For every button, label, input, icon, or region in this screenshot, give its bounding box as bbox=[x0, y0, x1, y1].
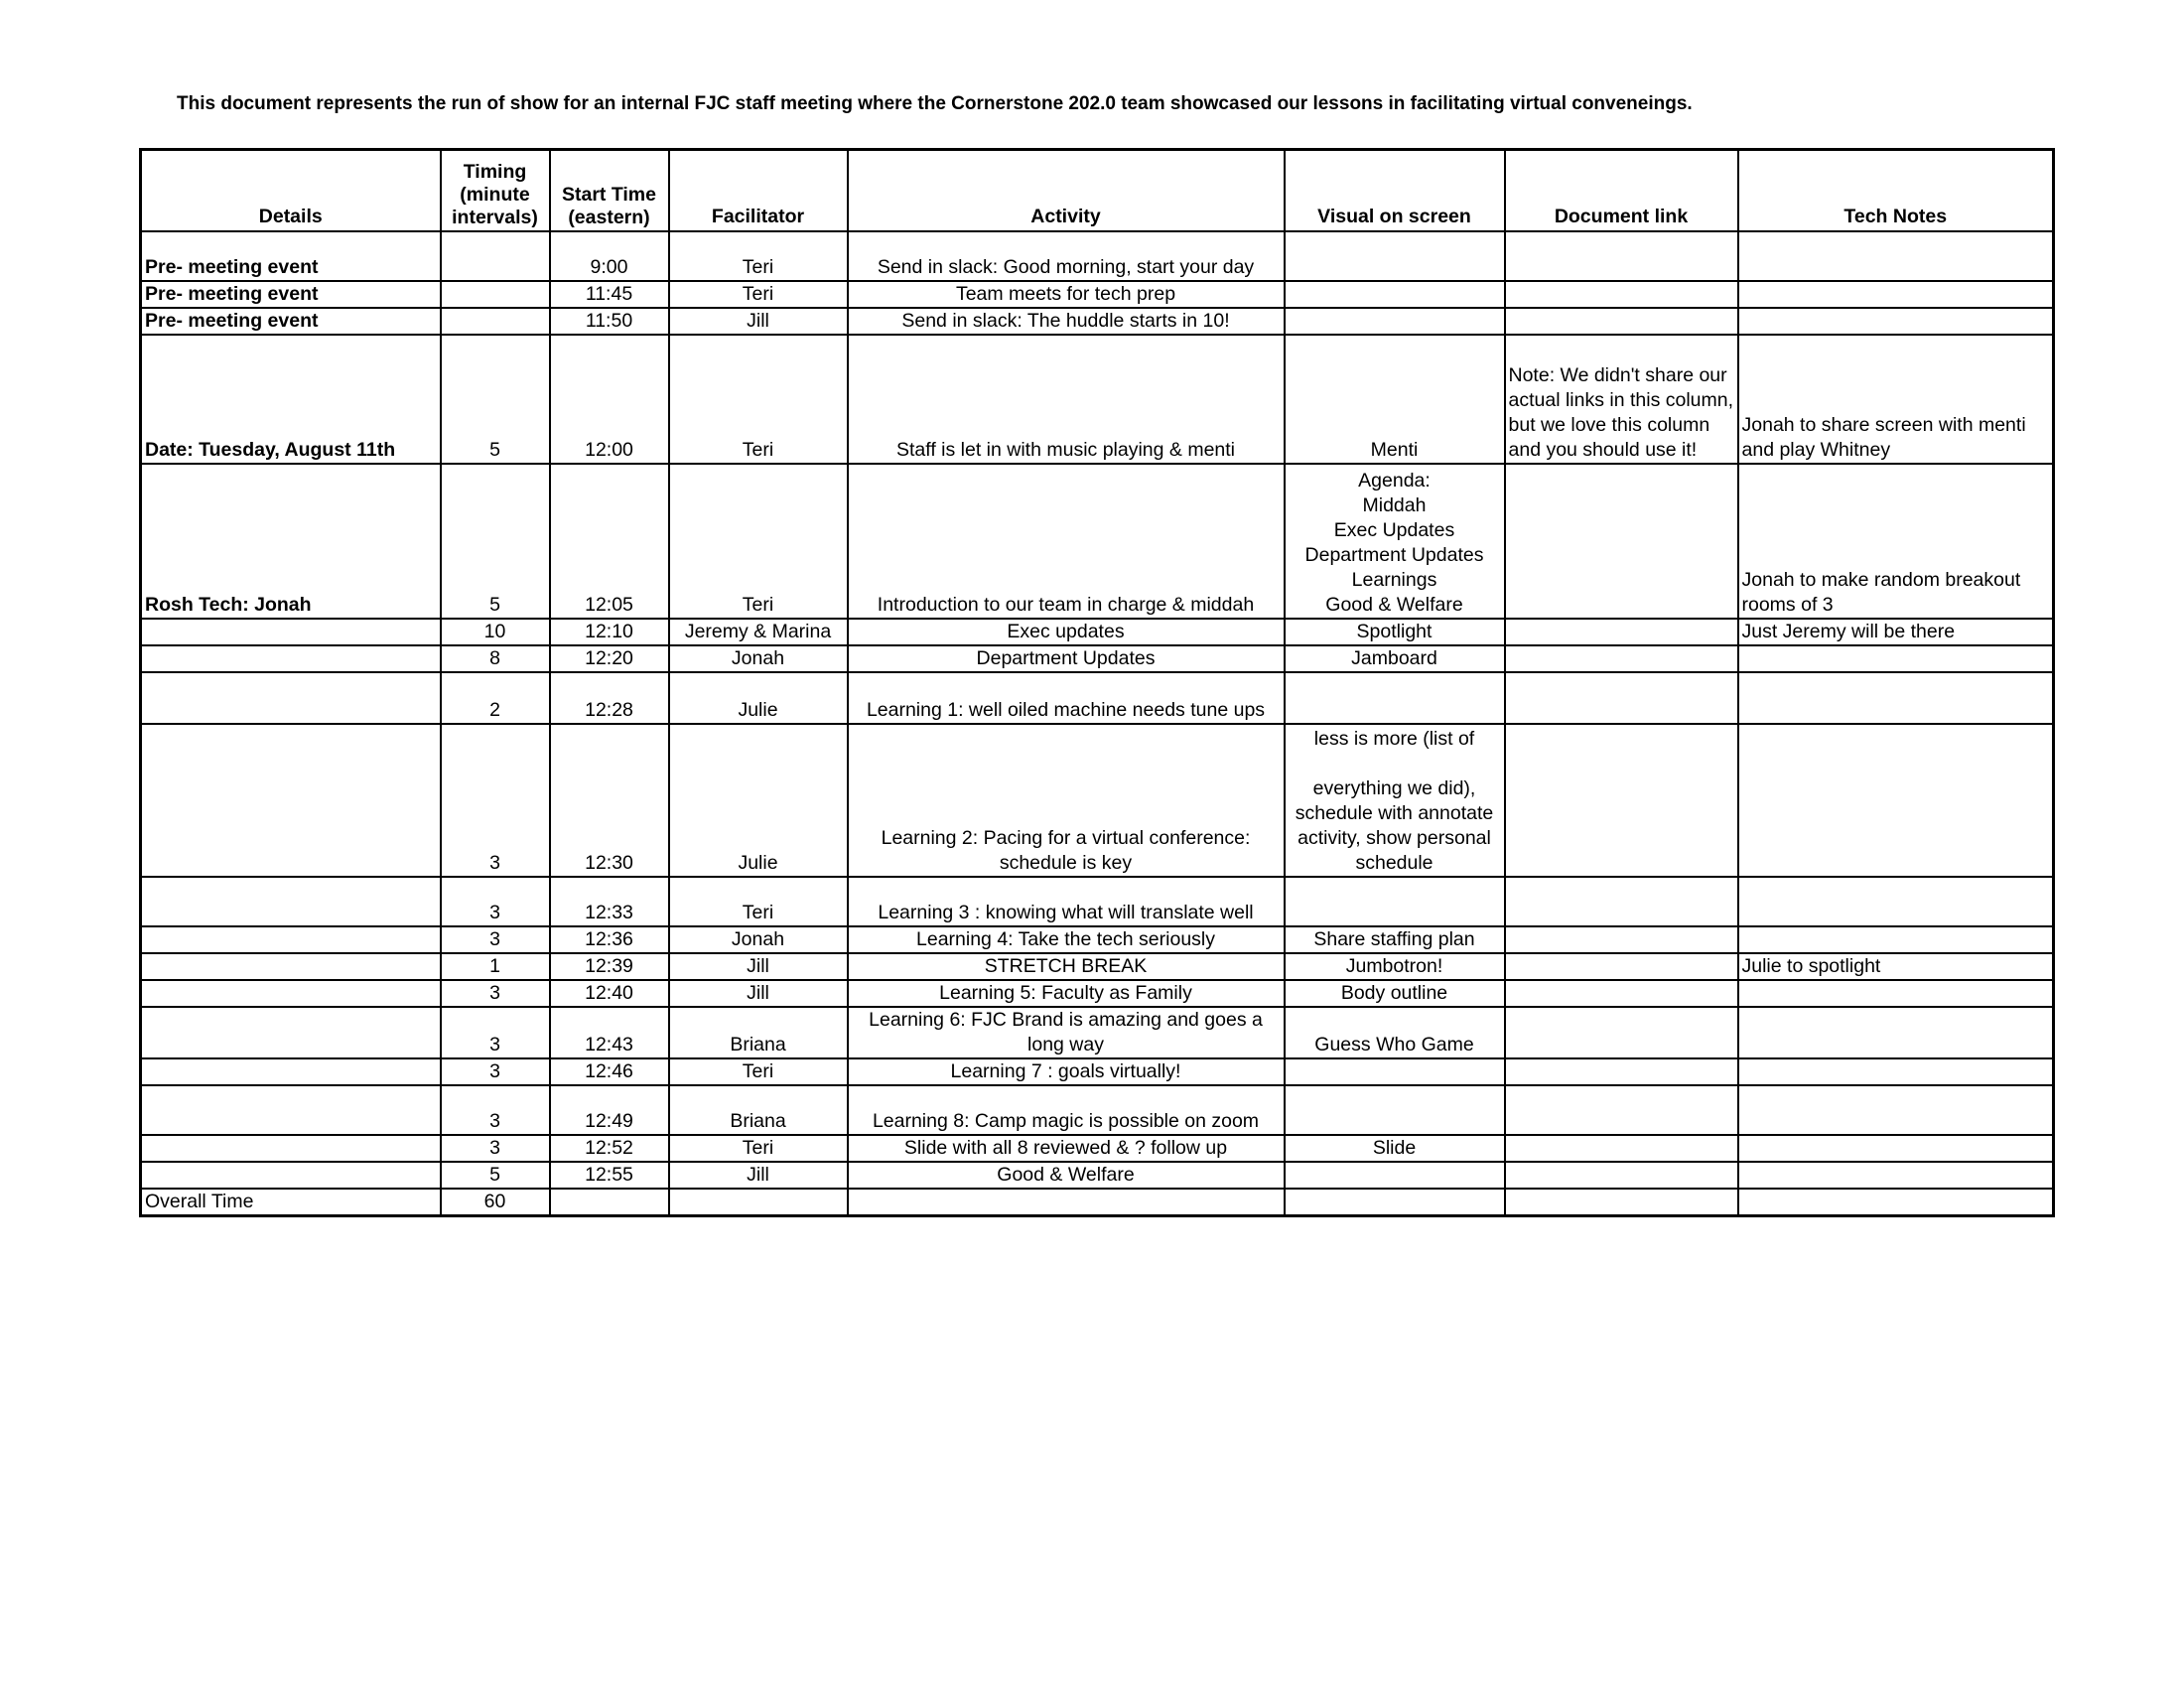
table-row bbox=[141, 1162, 2054, 1189]
cell-start-time: 12:52 bbox=[550, 1135, 669, 1162]
run-of-show-table bbox=[139, 148, 2055, 1217]
cell-activity bbox=[848, 1189, 1285, 1216]
cell-start-time bbox=[550, 1189, 669, 1216]
table-row bbox=[141, 926, 2054, 953]
cell-start-time: 11:45 bbox=[550, 281, 669, 308]
header-document-link: Document link bbox=[1505, 150, 1738, 231]
cell-tech-notes bbox=[1738, 980, 2054, 1007]
table-body bbox=[141, 231, 2054, 1216]
cell-timing: 3 bbox=[441, 877, 550, 926]
cell-activity: Learning 4: Take the tech seriously bbox=[848, 926, 1285, 953]
cell-facilitator: Jonah bbox=[669, 645, 848, 672]
cell-timing bbox=[441, 281, 550, 308]
table-row bbox=[141, 1135, 2054, 1162]
table-row bbox=[141, 1085, 2054, 1135]
cell-visual bbox=[1285, 877, 1505, 926]
cell-activity: Learning 5: Faculty as Family bbox=[848, 980, 1285, 1007]
cell-details: Rosh Tech: Jonah bbox=[141, 464, 441, 619]
table-row bbox=[141, 335, 2054, 464]
cell-activity: Good & Welfare bbox=[848, 1162, 1285, 1189]
cell-facilitator: Julie bbox=[669, 724, 848, 877]
cell-timing: 60 bbox=[441, 1189, 550, 1216]
cell-activity: Send in slack: The huddle starts in 10! bbox=[848, 308, 1285, 335]
cell-facilitator: Teri bbox=[669, 335, 848, 464]
cell-timing bbox=[441, 231, 550, 281]
cell-document-link bbox=[1505, 1162, 1738, 1189]
cell-document-link bbox=[1505, 1007, 1738, 1058]
cell-activity: Learning 1: well oiled machine needs tune ups bbox=[848, 672, 1285, 724]
cell-document-link bbox=[1505, 619, 1738, 645]
cell-facilitator bbox=[669, 1189, 848, 1216]
cell-visual bbox=[1285, 1085, 1505, 1135]
cell-facilitator: Jeremy & Marina bbox=[669, 619, 848, 645]
cell-tech-notes: Jonah to make random breakout rooms of 3 bbox=[1738, 464, 2054, 619]
cell-activity: STRETCH BREAK bbox=[848, 953, 1285, 980]
cell-timing: 3 bbox=[441, 1085, 550, 1135]
cell-timing: 2 bbox=[441, 672, 550, 724]
table-row bbox=[141, 464, 2054, 619]
cell-visual: Slide bbox=[1285, 1135, 1505, 1162]
table-row bbox=[141, 877, 2054, 926]
cell-visual: Share staffing plan bbox=[1285, 926, 1505, 953]
cell-tech-notes: Julie to spotlight bbox=[1738, 953, 2054, 980]
table-row bbox=[141, 1007, 2054, 1058]
cell-facilitator: Jonah bbox=[669, 926, 848, 953]
cell-details bbox=[141, 1135, 441, 1162]
cell-activity: Team meets for tech prep bbox=[848, 281, 1285, 308]
cell-visual: Body outline bbox=[1285, 980, 1505, 1007]
cell-document-link bbox=[1505, 464, 1738, 619]
cell-timing: 3 bbox=[441, 1135, 550, 1162]
cell-facilitator: Teri bbox=[669, 877, 848, 926]
cell-facilitator: Julie bbox=[669, 672, 848, 724]
cell-document-link bbox=[1505, 231, 1738, 281]
cell-tech-notes: Jonah to share screen with menti and play Whitney bbox=[1738, 335, 2054, 464]
cell-visual: Guess Who Game bbox=[1285, 1007, 1505, 1058]
cell-activity: Learning 3 : knowing what will translate well bbox=[848, 877, 1285, 926]
cell-start-time: 12:49 bbox=[550, 1085, 669, 1135]
cell-facilitator: Jill bbox=[669, 953, 848, 980]
cell-facilitator: Briana bbox=[669, 1007, 848, 1058]
cell-timing: 3 bbox=[441, 926, 550, 953]
cell-timing: 8 bbox=[441, 645, 550, 672]
cell-start-time: 12:43 bbox=[550, 1007, 669, 1058]
cell-details bbox=[141, 953, 441, 980]
cell-tech-notes bbox=[1738, 877, 2054, 926]
cell-details bbox=[141, 926, 441, 953]
cell-activity: Learning 2: Pacing for a virtual conference: schedule is key bbox=[848, 724, 1285, 877]
cell-start-time: 12:55 bbox=[550, 1162, 669, 1189]
table-row bbox=[141, 645, 2054, 672]
cell-details: Overall Time bbox=[141, 1189, 441, 1216]
cell-activity: Introduction to our team in charge & middah bbox=[848, 464, 1285, 619]
cell-timing: 10 bbox=[441, 619, 550, 645]
cell-document-link bbox=[1505, 308, 1738, 335]
cell-visual bbox=[1285, 672, 1505, 724]
table-row bbox=[141, 980, 2054, 1007]
cell-details: Pre- meeting event bbox=[141, 308, 441, 335]
cell-details bbox=[141, 877, 441, 926]
cell-visual: Jamboard bbox=[1285, 645, 1505, 672]
table-row bbox=[141, 1189, 2054, 1216]
table-row bbox=[141, 619, 2054, 645]
header-activity: Activity bbox=[848, 150, 1285, 231]
cell-visual bbox=[1285, 308, 1505, 335]
cell-tech-notes bbox=[1738, 1058, 2054, 1085]
cell-document-link bbox=[1505, 926, 1738, 953]
cell-details bbox=[141, 672, 441, 724]
cell-activity: Learning 8: Camp magic is possible on zoom bbox=[848, 1085, 1285, 1135]
cell-facilitator: Jill bbox=[669, 980, 848, 1007]
header-timing: Timing (minute intervals) bbox=[441, 150, 550, 231]
cell-facilitator: Teri bbox=[669, 281, 848, 308]
table-row bbox=[141, 231, 2054, 281]
cell-facilitator: Teri bbox=[669, 464, 848, 619]
cell-tech-notes bbox=[1738, 1162, 2054, 1189]
cell-activity: Learning 6: FJC Brand is amazing and goes a long way bbox=[848, 1007, 1285, 1058]
cell-activity: Send in slack: Good morning, start your day bbox=[848, 231, 1285, 281]
cell-visual: Jumbotron! bbox=[1285, 953, 1505, 980]
header-tech-notes: Tech Notes bbox=[1738, 150, 2054, 231]
cell-visual bbox=[1285, 1058, 1505, 1085]
cell-facilitator: Jill bbox=[669, 308, 848, 335]
cell-document-link bbox=[1505, 1058, 1738, 1085]
cell-tech-notes bbox=[1738, 672, 2054, 724]
cell-tech-notes bbox=[1738, 1007, 2054, 1058]
cell-visual bbox=[1285, 1189, 1505, 1216]
cell-activity: Slide with all 8 reviewed & ? follow up bbox=[848, 1135, 1285, 1162]
table-row bbox=[141, 1058, 2054, 1085]
cell-details: Date: Tuesday, August 11th bbox=[141, 335, 441, 464]
table-row bbox=[141, 724, 2054, 877]
cell-timing: 3 bbox=[441, 1007, 550, 1058]
cell-tech-notes bbox=[1738, 926, 2054, 953]
cell-timing bbox=[441, 308, 550, 335]
header-row bbox=[141, 150, 2054, 231]
cell-timing: 5 bbox=[441, 1162, 550, 1189]
cell-facilitator: Teri bbox=[669, 1058, 848, 1085]
cell-document-link: Note: We didn't share our actual links in this column, but we love this column and you should use it! bbox=[1505, 335, 1738, 464]
cell-facilitator: Briana bbox=[669, 1085, 848, 1135]
cell-start-time: 12:00 bbox=[550, 335, 669, 464]
cell-timing: 5 bbox=[441, 464, 550, 619]
cell-tech-notes bbox=[1738, 1085, 2054, 1135]
cell-start-time: 12:40 bbox=[550, 980, 669, 1007]
table-row bbox=[141, 281, 2054, 308]
cell-facilitator: Jill bbox=[669, 1162, 848, 1189]
cell-visual: Spotlight bbox=[1285, 619, 1505, 645]
cell-tech-notes: Just Jeremy will be there bbox=[1738, 619, 2054, 645]
cell-visual: Menti bbox=[1285, 335, 1505, 464]
cell-timing: 3 bbox=[441, 724, 550, 877]
cell-start-time: 11:50 bbox=[550, 308, 669, 335]
cell-details: Pre- meeting event bbox=[141, 281, 441, 308]
cell-start-time: 12:36 bbox=[550, 926, 669, 953]
document-intro: This document represents the run of show for an internal FJC staff meeting where the Cornerstone 202.0 team showcased our lessons in facilitating virtual conveneings. bbox=[177, 93, 1693, 114]
cell-details bbox=[141, 645, 441, 672]
cell-document-link bbox=[1505, 672, 1738, 724]
cell-start-time: 12:33 bbox=[550, 877, 669, 926]
cell-timing: 3 bbox=[441, 980, 550, 1007]
cell-tech-notes bbox=[1738, 281, 2054, 308]
cell-document-link bbox=[1505, 877, 1738, 926]
cell-document-link bbox=[1505, 1135, 1738, 1162]
cell-start-time: 12:30 bbox=[550, 724, 669, 877]
cell-tech-notes bbox=[1738, 1189, 2054, 1216]
cell-facilitator: Teri bbox=[669, 1135, 848, 1162]
cell-tech-notes bbox=[1738, 231, 2054, 281]
cell-details: Pre- meeting event bbox=[141, 231, 441, 281]
cell-details bbox=[141, 724, 441, 877]
cell-activity: Staff is let in with music playing & menti bbox=[848, 335, 1285, 464]
cell-visual bbox=[1285, 281, 1505, 308]
cell-start-time: 12:10 bbox=[550, 619, 669, 645]
cell-document-link bbox=[1505, 1189, 1738, 1216]
header-start-time: Start Time (eastern) bbox=[550, 150, 669, 231]
cell-document-link bbox=[1505, 953, 1738, 980]
header-visual: Visual on screen bbox=[1285, 150, 1505, 231]
cell-activity: Department Updates bbox=[848, 645, 1285, 672]
cell-start-time: 9:00 bbox=[550, 231, 669, 281]
cell-tech-notes bbox=[1738, 308, 2054, 335]
cell-facilitator: Teri bbox=[669, 231, 848, 281]
cell-details bbox=[141, 1085, 441, 1135]
cell-start-time: 12:05 bbox=[550, 464, 669, 619]
cell-start-time: 12:46 bbox=[550, 1058, 669, 1085]
table-row bbox=[141, 953, 2054, 980]
cell-start-time: 12:39 bbox=[550, 953, 669, 980]
cell-timing: 3 bbox=[441, 1058, 550, 1085]
cell-visual bbox=[1285, 231, 1505, 281]
cell-tech-notes bbox=[1738, 1135, 2054, 1162]
header-facilitator: Facilitator bbox=[669, 150, 848, 231]
cell-visual bbox=[1285, 1162, 1505, 1189]
header-details: Details bbox=[141, 150, 441, 231]
cell-tech-notes bbox=[1738, 645, 2054, 672]
cell-tech-notes bbox=[1738, 724, 2054, 877]
cell-timing: 1 bbox=[441, 953, 550, 980]
cell-activity: Learning 7 : goals virtually! bbox=[848, 1058, 1285, 1085]
cell-document-link bbox=[1505, 980, 1738, 1007]
cell-details bbox=[141, 980, 441, 1007]
cell-details bbox=[141, 1007, 441, 1058]
cell-activity: Exec updates bbox=[848, 619, 1285, 645]
cell-document-link bbox=[1505, 281, 1738, 308]
table-row bbox=[141, 308, 2054, 335]
cell-start-time: 12:28 bbox=[550, 672, 669, 724]
cell-visual: less is more (list of everything we did), schedule with annotate activity, show personal schedule bbox=[1285, 724, 1505, 877]
table-row bbox=[141, 672, 2054, 724]
cell-document-link bbox=[1505, 1085, 1738, 1135]
cell-document-link bbox=[1505, 645, 1738, 672]
cell-details bbox=[141, 1058, 441, 1085]
cell-details bbox=[141, 1162, 441, 1189]
cell-document-link bbox=[1505, 724, 1738, 877]
cell-start-time: 12:20 bbox=[550, 645, 669, 672]
cell-visual: Agenda: Middah Exec Updates Department Updates Learnings Good & Welfare bbox=[1285, 464, 1505, 619]
cell-timing: 5 bbox=[441, 335, 550, 464]
cell-details bbox=[141, 619, 441, 645]
